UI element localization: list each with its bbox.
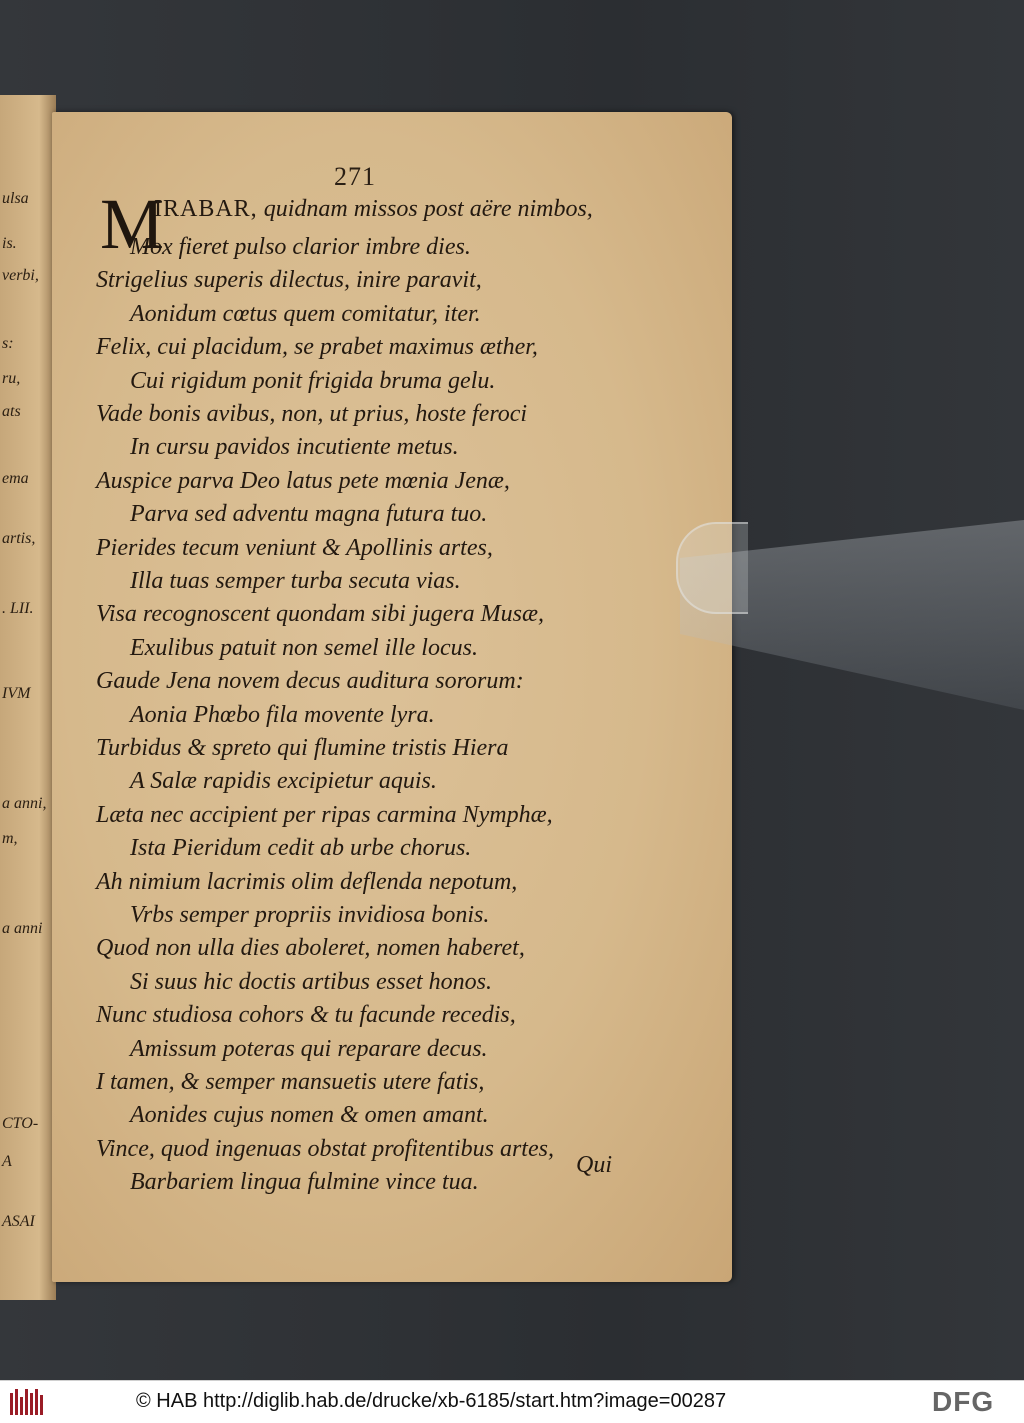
verse-line: Nunc studiosa cohors & tu facunde recedis, [96, 1002, 516, 1029]
pointer-tip [676, 522, 748, 614]
verse-line: Illa tuas semper turba secuta vias. [130, 568, 461, 594]
left-page-fragment: ulsa [2, 190, 29, 207]
verse-line: Amissum poteras qui reparare decus. [130, 1035, 488, 1062]
verse-line: Parva sed adventu magna futura tuo. [130, 501, 488, 528]
left-page-edge [0, 95, 56, 1300]
left-page-fragment: A [2, 1153, 12, 1170]
left-page-fragment: ema [2, 470, 29, 487]
left-page-fragment: s: [2, 335, 14, 352]
verse-line: Strigelius superis dilectus, inire paravit, [96, 267, 482, 294]
verse-line: Ista Pieridum cedit ab urbe chorus. [130, 835, 472, 862]
verse-line: Læta nec accipient per ripas carmina Nymphæ, [96, 801, 553, 828]
verse-line-first [154, 196, 593, 223]
verse-line: Cui rigidum ponit frigida bruma gelu. [130, 367, 496, 394]
verse-line: Aonides cujus nomen & omen amant. [130, 1102, 489, 1129]
page-number: 271 [334, 162, 376, 191]
first-line-rest: quidnam missos post aëre nimbos, [257, 196, 593, 222]
left-page-fragment: a anni [2, 920, 43, 937]
left-page-fragment: . LII. [2, 600, 34, 617]
footer-copyright-link[interactable]: © HAB http://diglib.hab.de/drucke/xb-6185/start.htm?image=00287 [136, 1390, 727, 1412]
left-page-fragment: CTO- [2, 1115, 39, 1132]
verse-line: Visa recognoscent quondam sibi jugera Musæ, [96, 601, 544, 628]
verse-line: Aonidum cœtus quem comitatur, iter. [130, 300, 481, 327]
verse-line: Vrbs semper propriis invidiosa bonis. [130, 902, 490, 928]
hab-logo [10, 1389, 44, 1415]
dfg-logo: DFG [932, 1386, 995, 1417]
verse-line: Pierides tecum veniunt & Apollinis artes, [96, 534, 493, 561]
verse-line: Gaude Jena novem decus auditura sororum: [96, 668, 524, 695]
verse-line: Turbidus & spreto qui flumine tristis Hiera [96, 735, 509, 761]
verse-line: Ah nimium lacrimis olim deflenda nepotum, [96, 868, 518, 895]
left-page-fragment: a anni, [2, 795, 47, 812]
first-line-caps: IRABAR, [154, 196, 258, 222]
verse-line: In cursu pavidos incutiente metus. [130, 434, 459, 461]
verse-line: A Salæ rapidis excipietur aquis. [130, 768, 437, 795]
left-page-fragment: verbi, [2, 267, 39, 284]
left-page-fragment: ru, [2, 370, 21, 387]
verse-line: Felix, cui placidum, se prabet maximus æther, [96, 334, 538, 361]
left-page-fragment: is. [2, 235, 17, 252]
verse-line: I tamen, & semper mansuetis utere fatis, [96, 1069, 485, 1095]
verse-line: Aonia Phœbo fila movente lyra. [130, 701, 435, 728]
verse-line: Barbariem lingua fulmine vince tua. [130, 1169, 479, 1196]
verse-line: Exulibus patuit non semel ille locus. [130, 634, 478, 661]
verse-line: Vade bonis avibus, non, ut prius, hoste feroci [96, 401, 528, 427]
footer-bar [0, 1380, 1024, 1423]
verse-line: Auspice parva Deo latus pete mœnia Jenæ, [96, 467, 510, 494]
left-page-fragment: ats [2, 403, 21, 420]
left-page-fragment: artis, [2, 530, 36, 547]
left-page-fragment: IVM [2, 685, 31, 702]
left-page-fragment: m, [2, 830, 18, 847]
drop-cap: M [100, 184, 165, 264]
catchword: Qui [576, 1152, 612, 1178]
verse-line: Quod non ulla dies aboleret, nomen haberet, [96, 935, 525, 962]
left-page-fragment: ASAI [2, 1213, 35, 1230]
book-page [52, 112, 732, 1282]
verse-line: Mox fieret pulso clarior imbre dies. [130, 234, 471, 260]
verse-line: Si suus hic doctis artibus esset honos. [130, 968, 493, 995]
verse-line: Vince, quod ingenuas obstat profitentibus artes, [96, 1135, 554, 1162]
